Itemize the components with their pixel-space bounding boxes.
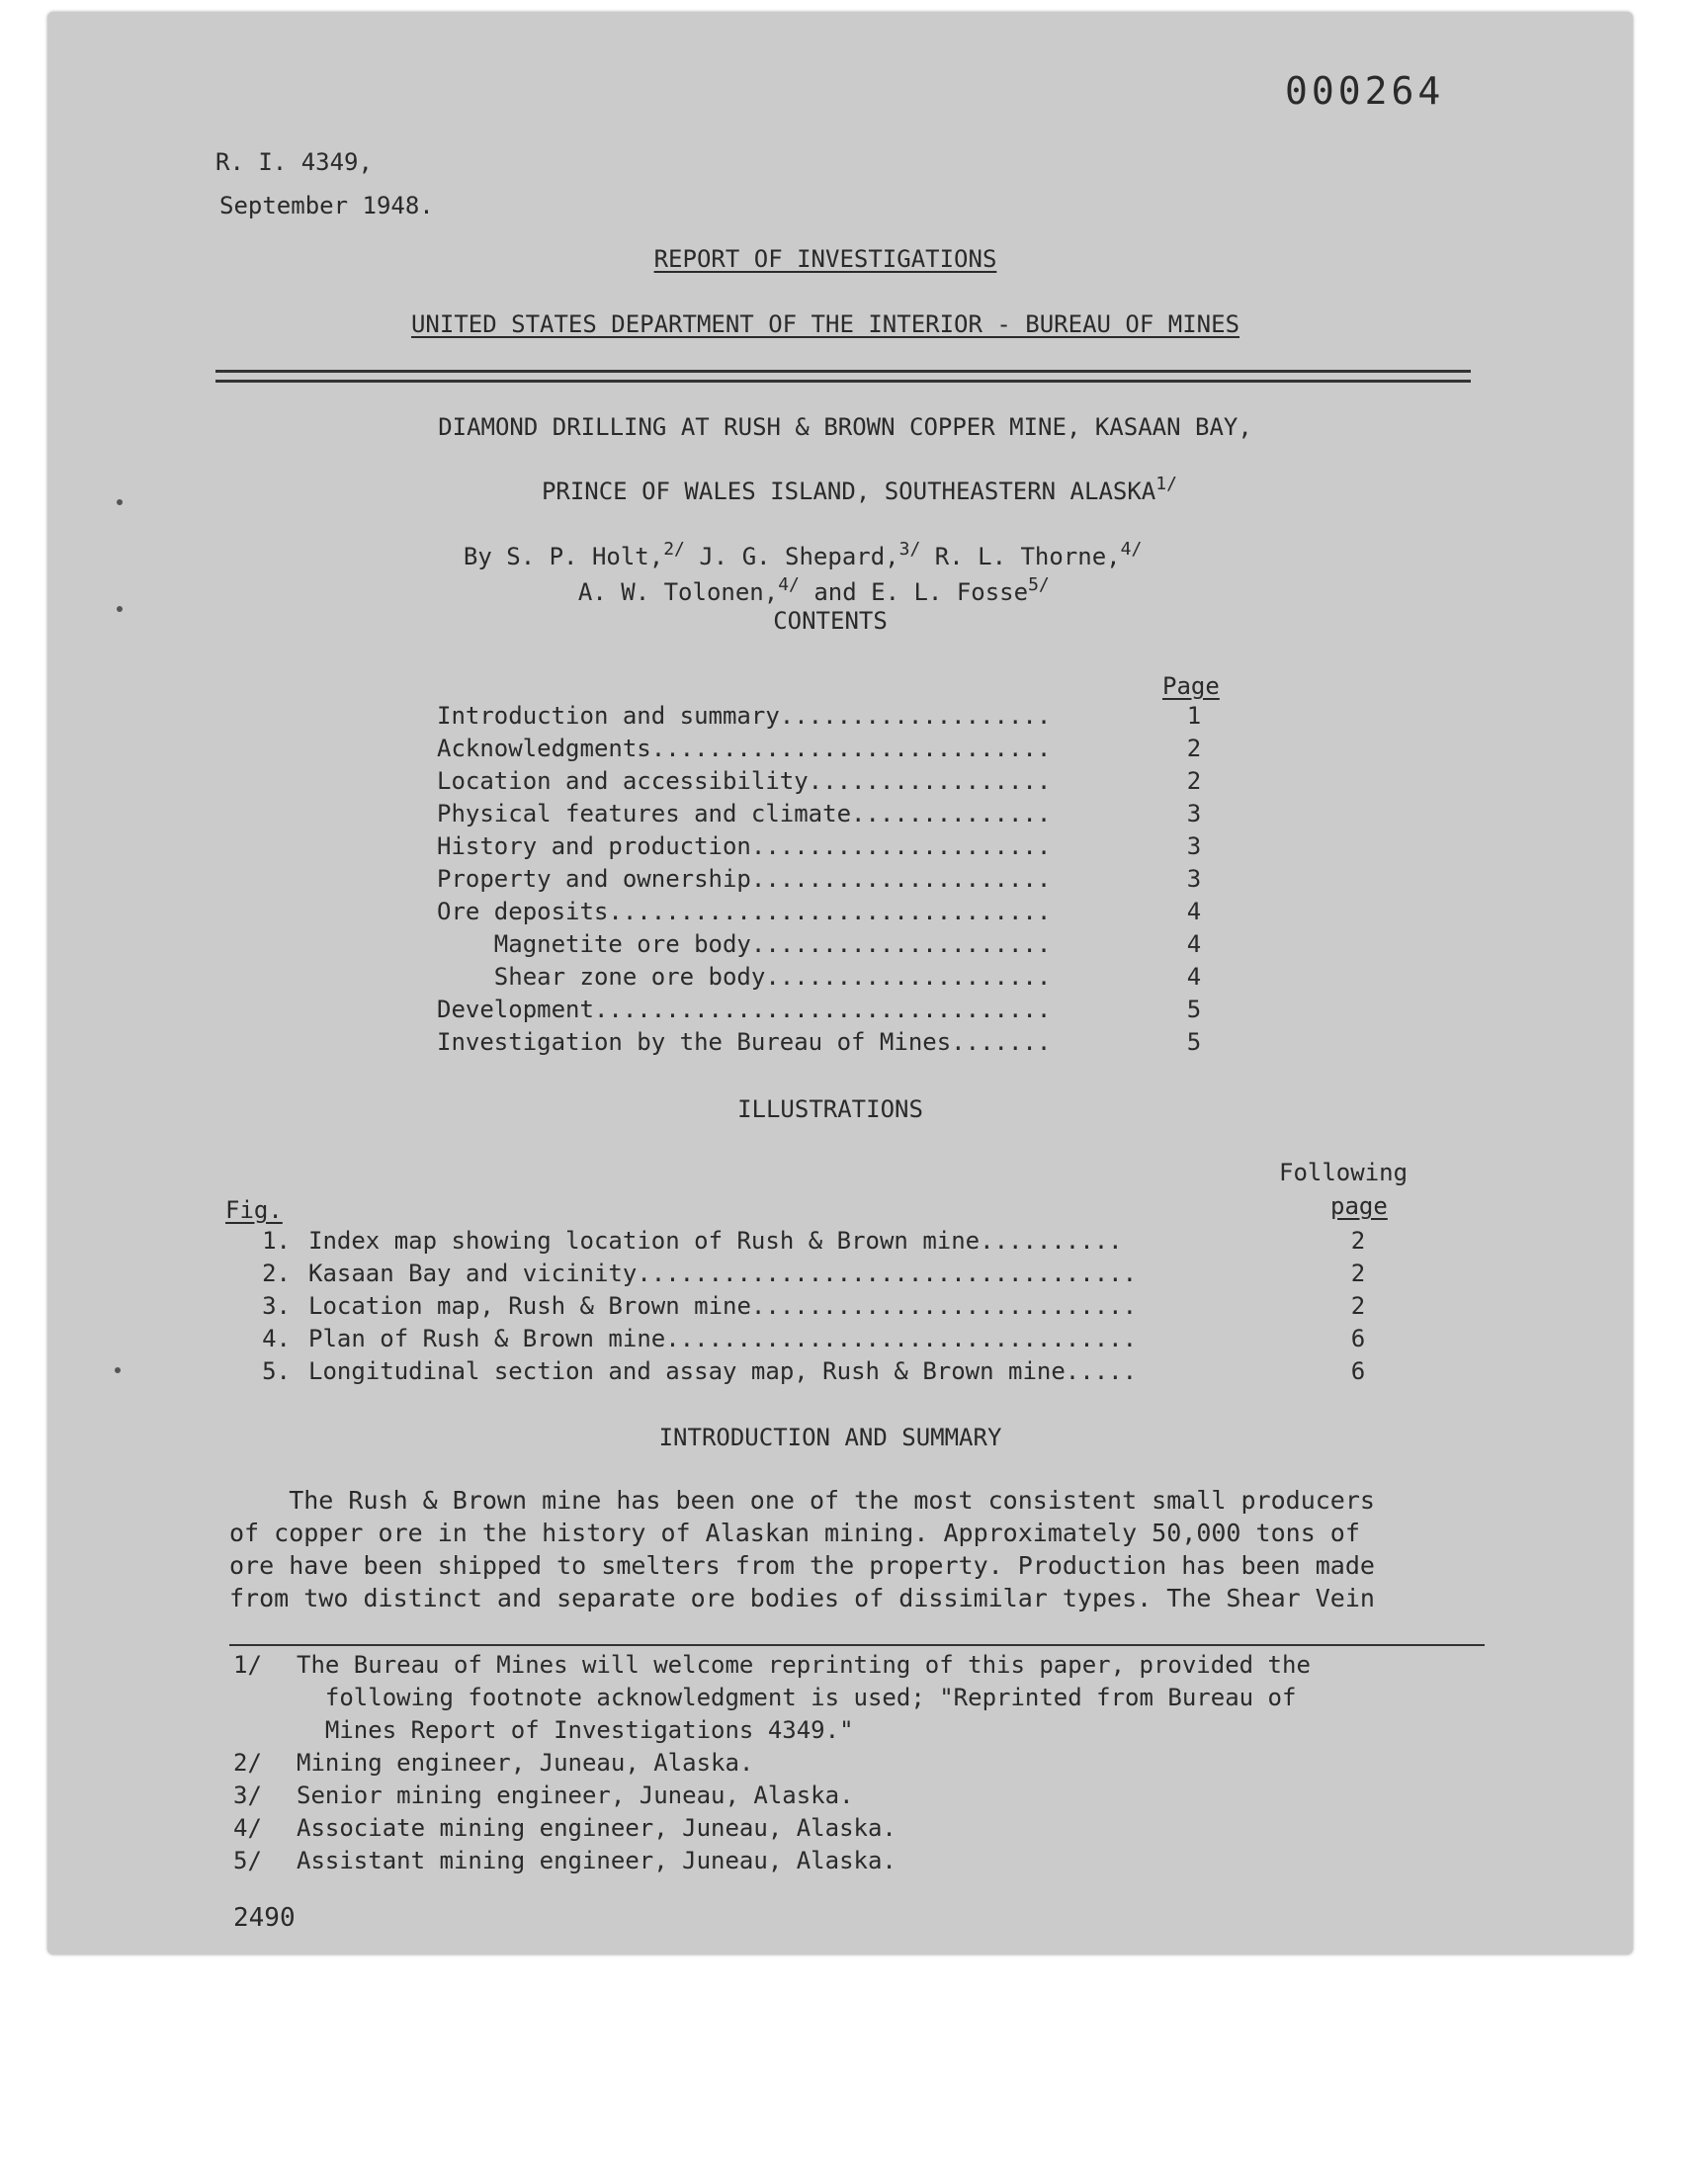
- contents-entry: [437, 800, 1214, 832]
- report-date: September 1948.: [219, 192, 434, 219]
- author-shepard: J. G. Shepard,: [684, 543, 899, 570]
- contents-entry-page: 4: [1186, 963, 1202, 991]
- margin-speck: [117, 606, 123, 612]
- intro-line: The Rush & Brown mine has been one of the most consistent small producers: [229, 1486, 1375, 1515]
- contents-entry-page: 3: [1186, 865, 1202, 893]
- contents-entry-label: Magnetite ore body.....................: [437, 930, 1052, 958]
- contents-entry-label: Location and accessibility.................: [437, 767, 1052, 795]
- illustration-number: 4.: [262, 1325, 291, 1352]
- contents-entry: [437, 865, 1214, 898]
- footnote-mark: 3/: [233, 1782, 262, 1809]
- intro-line: from two distinct and separate ore bodies of dissimilar types. The Shear Vein: [229, 1584, 1375, 1612]
- illustrations-fig-header: Fig.: [225, 1196, 283, 1224]
- illustration-label: Index map showing location of Rush & Brown mine..........: [308, 1227, 1123, 1255]
- report-number: R. I. 4349,: [215, 148, 373, 176]
- illustration-page: 2: [1350, 1292, 1366, 1320]
- footnote-text: following footnote acknowledgment is used; "Reprinted from Bureau of: [297, 1684, 1297, 1711]
- intro-line: ore have been shipped to smelters from the property. Production has been made: [229, 1551, 1375, 1580]
- illustrations-heading: ILLUSTRATIONS: [737, 1095, 923, 1123]
- contents-entry-page: 3: [1186, 800, 1202, 827]
- contents-page-header: Page: [1162, 672, 1220, 700]
- report-title-line-2: [237, 443, 1453, 505]
- contents-entry-label: Investigation by the Bureau of Mines.......: [437, 1028, 1052, 1056]
- footnote-text: Associate mining engineer, Juneau, Alaska.: [297, 1814, 897, 1842]
- document-number: 000264: [1285, 69, 1445, 113]
- illustration-number: 5.: [262, 1357, 291, 1385]
- report-title-line-1: DIAMOND DRILLING AT RUSH & BROWN COPPER MINE, KASAAN BAY,: [438, 413, 1252, 441]
- illustration-page: 2: [1350, 1227, 1366, 1255]
- series-title: REPORT OF INVESTIGATIONS: [653, 245, 997, 273]
- contents-entry-page: 4: [1186, 898, 1202, 925]
- contents-entry-label: Physical features and climate..............: [437, 800, 1052, 827]
- illustration-number: 2.: [262, 1260, 291, 1287]
- contents-entry-page: 2: [1186, 767, 1202, 795]
- contents-entry-page: 1: [1186, 702, 1202, 730]
- page-code: 2490: [233, 1903, 296, 1933]
- author-tolonen-fn: 4/: [778, 574, 800, 595]
- report-title-text: PRINCE OF WALES ISLAND, SOUTHEASTERN ALASKA: [541, 478, 1156, 505]
- footnote-mark: 5/: [233, 1847, 262, 1874]
- contents-entry-page: 3: [1186, 832, 1202, 860]
- illustration-page: 6: [1350, 1325, 1366, 1352]
- illustration-page: 2: [1350, 1260, 1366, 1287]
- illustration-entry: [231, 1260, 1398, 1292]
- contents-entry: [437, 898, 1214, 930]
- margin-speck: [115, 1367, 121, 1373]
- illustration-label: Location map, Rush & Brown mine...........................: [308, 1292, 1138, 1320]
- author-tolonen: A. W. Tolonen,: [577, 578, 779, 606]
- intro-line: of copper ore in the history of Alaskan mining. Approximately 50,000 tons of: [229, 1519, 1360, 1547]
- footnote-text: Mines Report of Investigations 4349.": [297, 1716, 854, 1744]
- illustration-entry: [231, 1292, 1398, 1325]
- contents-entry-label: Ore deposits...............................: [437, 898, 1052, 925]
- footnote-text: Senior mining engineer, Juneau, Alaska.: [297, 1782, 854, 1809]
- contents-entry-label: Property and ownership.....................: [437, 865, 1052, 893]
- footnote-text: Assistant mining engineer, Juneau, Alaska.: [297, 1847, 897, 1874]
- contents-entry-page: 2: [1186, 735, 1202, 762]
- illustration-page: 6: [1350, 1357, 1366, 1385]
- illustration-entry: [231, 1227, 1398, 1260]
- intro-heading: INTRODUCTION AND SUMMARY: [658, 1424, 1002, 1451]
- author-holt: By S. P. Holt,: [463, 543, 664, 570]
- contents-entry-page: 4: [1186, 930, 1202, 958]
- contents-entry-label: Development................................: [437, 996, 1052, 1023]
- author-shepard-fn: 3/: [898, 539, 921, 560]
- illustration-number: 1.: [262, 1227, 291, 1255]
- double-rule-top: [215, 370, 1471, 373]
- contents-entry: [437, 832, 1214, 865]
- footnote-mark: 2/: [233, 1749, 262, 1777]
- contents-entry: [437, 930, 1214, 963]
- contents-entry: [437, 963, 1214, 996]
- contents-entry: [437, 735, 1214, 767]
- footnote-mark: 1/: [233, 1651, 262, 1679]
- illustration-label: Longitudinal section and assay map, Rush & Brown mine.....: [308, 1357, 1138, 1385]
- contents-entry: [437, 767, 1214, 800]
- contents-entry: [437, 996, 1214, 1028]
- illustration-entry: [231, 1325, 1398, 1357]
- illustration-entry: [231, 1357, 1398, 1390]
- author-thorne: R. L. Thorne,: [920, 543, 1121, 570]
- authors-line-2: [550, 544, 1050, 606]
- contents-entry: [437, 1028, 1214, 1061]
- contents-entry-page: 5: [1186, 1028, 1202, 1056]
- contents-entry-label: History and production.....................: [437, 832, 1052, 860]
- illustration-number: 3.: [262, 1292, 291, 1320]
- double-rule-bottom: [215, 380, 1471, 383]
- author-fosse-fn: 5/: [1028, 574, 1050, 595]
- footnote-text: Mining engineer, Juneau, Alaska.: [297, 1749, 754, 1777]
- footnote-mark: 4/: [233, 1814, 262, 1842]
- footnote-text: The Bureau of Mines will welcome reprinting of this paper, provided the: [297, 1651, 1311, 1679]
- illustration-label: Kasaan Bay and vicinity...................................: [308, 1260, 1138, 1287]
- illustration-label: Plan of Rush & Brown mine.................................: [308, 1325, 1138, 1352]
- illustrations-page-header: page: [1330, 1192, 1388, 1220]
- footnote-separator: [229, 1644, 1485, 1646]
- contents-heading: CONTENTS: [773, 607, 888, 635]
- margin-speck: [117, 499, 123, 505]
- contents-entry-label: Introduction and summary...................: [437, 702, 1052, 730]
- contents-entry-label: Acknowledgments............................: [437, 735, 1052, 762]
- author-fosse: and E. L. Fosse: [799, 578, 1029, 606]
- author-thorne-fn: 4/: [1120, 539, 1143, 560]
- agency-heading: UNITED STATES DEPARTMENT OF THE INTERIOR - BUREAU OF MINES: [410, 310, 1240, 338]
- contents-entry-page: 5: [1186, 996, 1202, 1023]
- author-holt-fn: 2/: [663, 539, 685, 560]
- illustrations-following-header: Following: [1279, 1159, 1409, 1186]
- contents-entry: [437, 702, 1214, 735]
- title-footnote-ref: 1/: [1155, 474, 1177, 494]
- contents-entry-label: Shear zone ore body....................: [437, 963, 1052, 991]
